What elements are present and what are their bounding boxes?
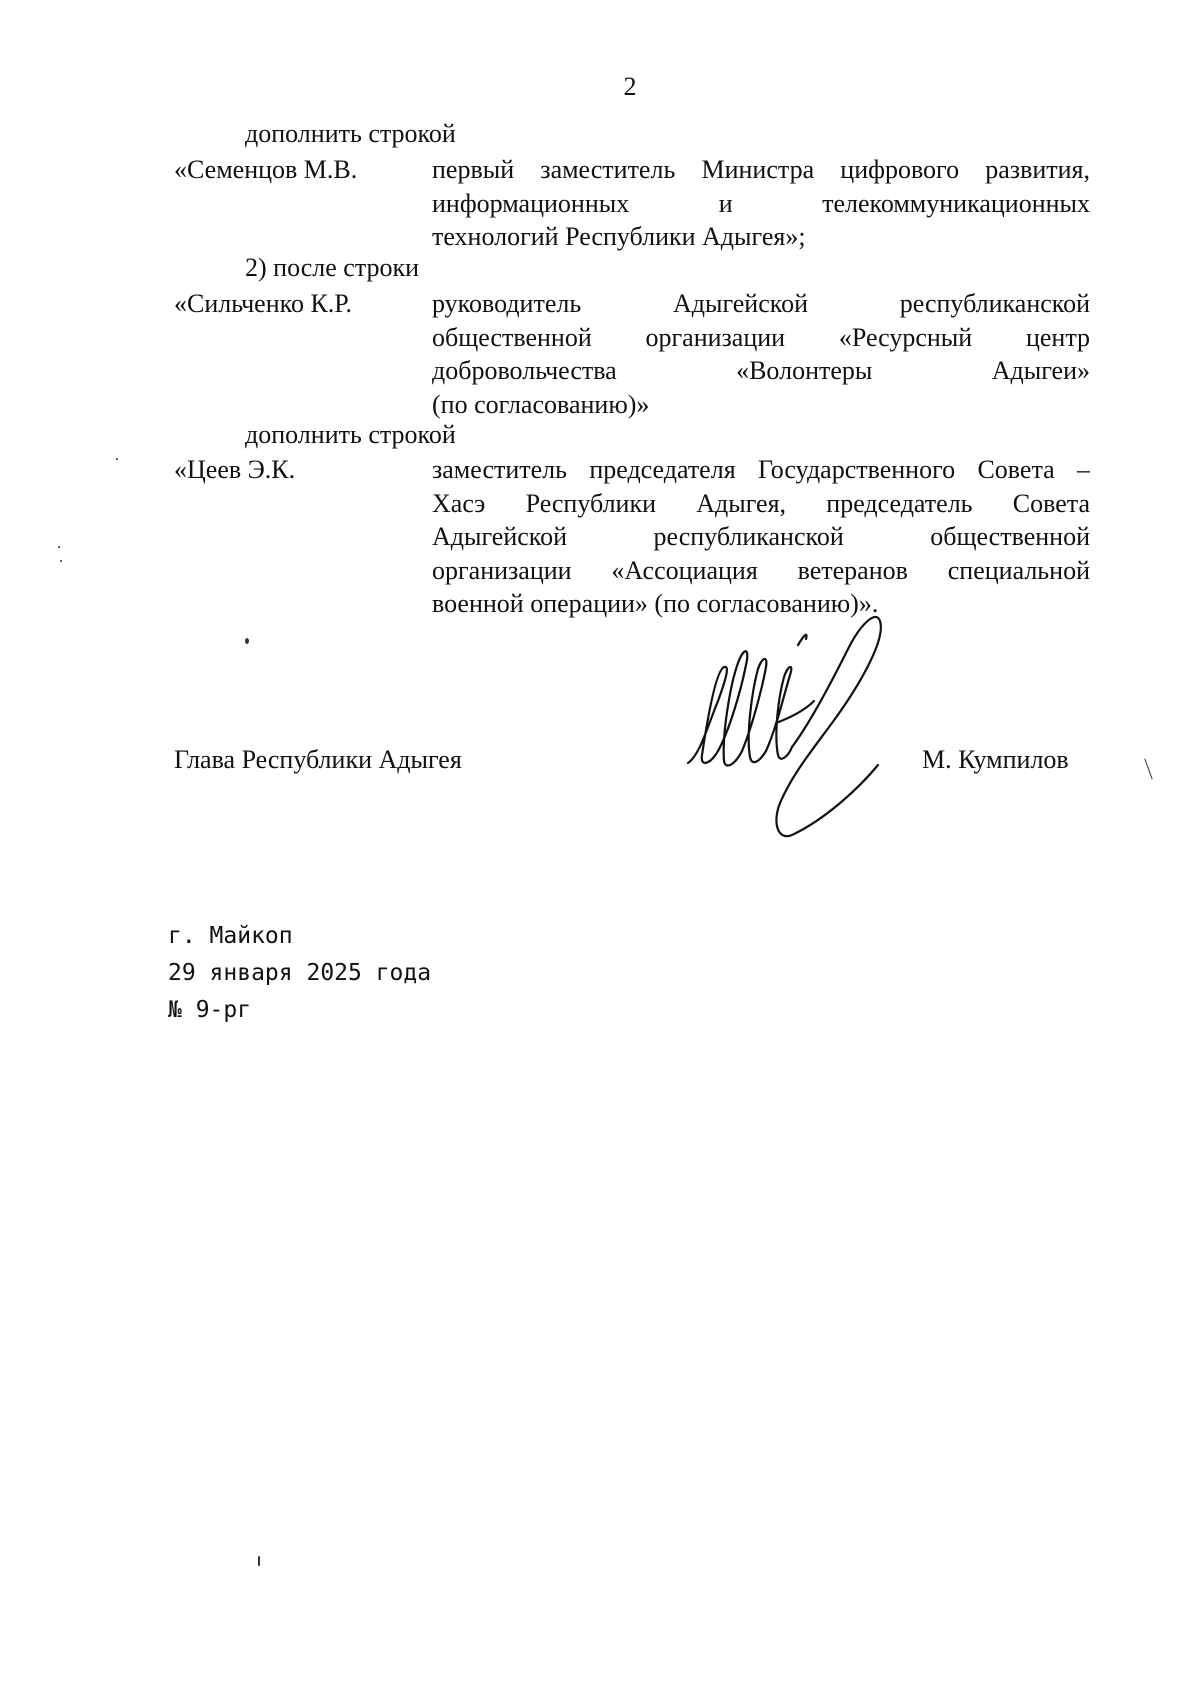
scan-speck (1144, 758, 1152, 779)
block1-desc-line: первый заместитель Министра цифрового развития, (432, 155, 1090, 184)
block3-desc-line: заместитель председателя Государственного Совета – (432, 455, 1090, 484)
signatory-position: Глава Республики Адыгея (174, 745, 462, 774)
block3-desc-line: организации «Ассоциация ветеранов специальной (432, 555, 1090, 585)
block3-intro: дополнить строкой (245, 420, 456, 449)
block2-desc-line: руководитель Адыгейской республиканской (432, 289, 1090, 318)
scan-speck (116, 458, 118, 460)
block2-name: «Сильченко К.Р. (174, 289, 353, 318)
footer-number: № 9-рг (168, 997, 252, 1023)
signatory-name: М. Кумпилов (922, 745, 1069, 774)
block2-desc-line: общественной организации «Ресурсный центр (432, 322, 1090, 352)
block1-desc-line: технологий Республики Адыгея»; (432, 222, 806, 251)
block3-desc-line: военной операции» (по согласованию)». (432, 589, 879, 618)
block3-name: «Цеев Э.К. (174, 455, 296, 484)
scan-speck (58, 546, 60, 548)
scan-speck (245, 638, 249, 644)
block2-desc-line: добровольчества «Волонтеры Адыгеи» (432, 356, 1090, 385)
block3-desc-line: Хасэ Республики Адыгея, председатель Совета (432, 488, 1090, 518)
block3-desc-line: Адыгейской республиканской общественной (432, 522, 1090, 551)
scan-speck (60, 560, 62, 562)
block1-intro: дополнить строкой (245, 119, 456, 148)
block2-intro: 2) после строки (245, 253, 420, 282)
block3-description (432, 453, 1090, 621)
block2-description (432, 287, 1090, 421)
block2-desc-line: (по согласованию)» (432, 389, 650, 419)
footer-date: 29 января 2025 года (168, 960, 432, 986)
block1-description (432, 153, 1090, 254)
block1-name: «Семенцов М.В. (174, 155, 358, 184)
handwritten-signature (680, 605, 920, 865)
footer-city: г. Майкоп (168, 923, 293, 949)
block1-desc-line: информационных и телекоммуникационных (432, 188, 1090, 218)
page-number: 2 (623, 72, 637, 101)
scan-speck (258, 1556, 260, 1566)
